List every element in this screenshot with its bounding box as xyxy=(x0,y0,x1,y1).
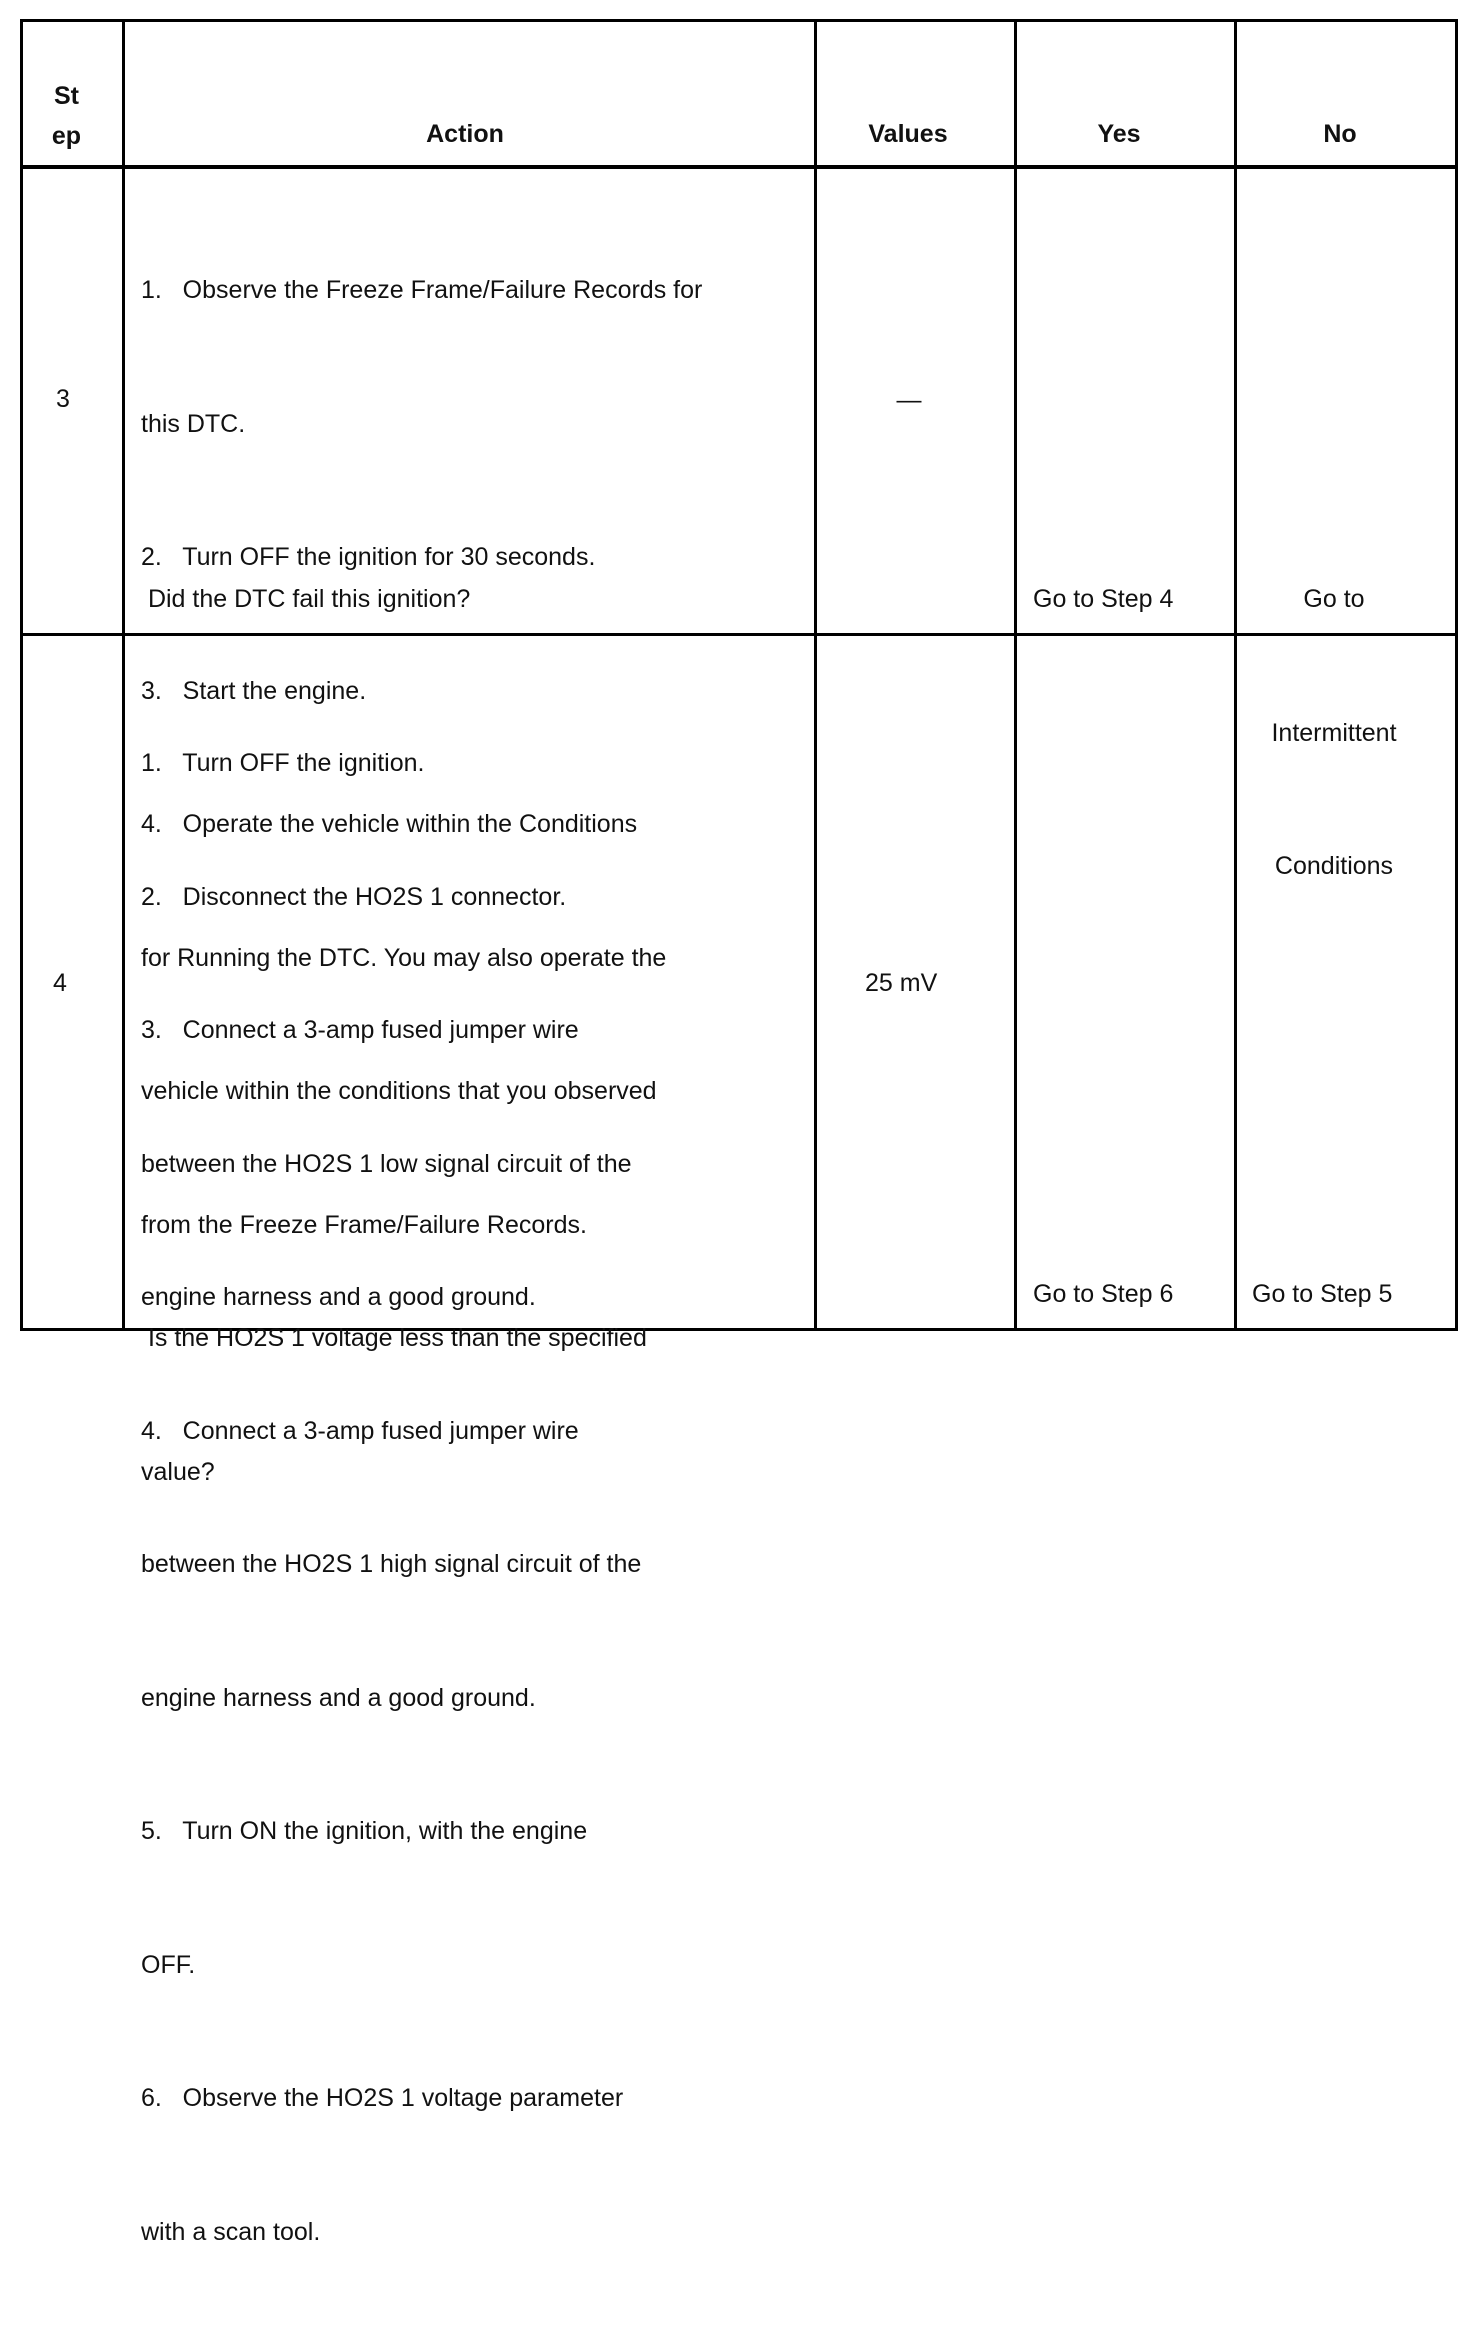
row-3-action-line: vehicle within the conditions that you observed xyxy=(141,1077,657,1105)
col-divider-step xyxy=(122,19,125,1331)
row-3-action-line: 1. Observe the Freeze Frame/Failure Records for xyxy=(141,276,703,304)
row-4-action-line: OFF. xyxy=(141,1950,196,1979)
row-4-action-line: 3. Connect a 3-amp fused jumper wire xyxy=(141,1016,579,1044)
table-left-border xyxy=(20,19,23,1331)
row-4-action-line: 1. Turn OFF the ignition. xyxy=(141,749,425,777)
row-4-action-line: 5. Turn ON the ignition, with the engine xyxy=(141,1817,588,1845)
header-bottom-border xyxy=(20,165,1458,169)
row-3-action-line: for Running the DTC. You may also operate the xyxy=(141,943,667,972)
row-3-action-line: from the Freeze Frame/Failure Records. xyxy=(141,1210,587,1239)
header-values: Values xyxy=(868,120,948,148)
row-4-yes: Go to Step 6 xyxy=(1033,1280,1174,1308)
row-4-action-line: between the HO2S 1 low signal circuit of the xyxy=(141,1149,632,1178)
header-step xyxy=(23,76,110,156)
header-action: Action xyxy=(426,120,504,148)
header-no: No xyxy=(1323,120,1357,148)
table-top-border xyxy=(20,19,1458,22)
row-3-action-line: 3. Start the engine. xyxy=(141,676,367,705)
row-3-no-line: Intermittent xyxy=(1271,718,1397,747)
row-4-action-line: between the HO2S 1 high signal circuit of the xyxy=(141,1550,642,1578)
row-3-step: 3 xyxy=(56,385,70,413)
header-step-line-1: St xyxy=(54,82,79,110)
header-step-line-2: ep xyxy=(51,122,82,150)
row-4-action-line: 4. Connect a 3-amp fused jumper wire xyxy=(141,1416,579,1445)
row-3-no xyxy=(1237,488,1431,978)
table-right-border xyxy=(1455,19,1458,1331)
col-divider-values xyxy=(1014,19,1017,1331)
row-4-action-line: engine harness and a good ground. xyxy=(141,1283,536,1311)
row-3-value: — xyxy=(896,386,922,414)
row-3-action-line: 2. Turn OFF the ignition for 30 seconds. xyxy=(141,543,596,571)
row-4-action-line: with a scan tool. xyxy=(141,2217,321,2246)
row-4-question xyxy=(141,1227,647,1583)
row-4-action-line: 2. Disconnect the HO2S 1 connector. xyxy=(141,882,567,911)
row-3-yes: Go to Step 4 xyxy=(1033,585,1174,613)
row-4-question-line: value? xyxy=(141,1457,215,1486)
row-3-no-line: Conditions xyxy=(1274,852,1394,880)
row-3-question: Did the DTC fail this ignition? xyxy=(141,585,471,613)
row-4-action-line: engine harness and a good ground. xyxy=(141,1683,536,1712)
col-divider-action xyxy=(814,19,817,1331)
row-4-step: 4 xyxy=(53,969,67,997)
header-yes: Yes xyxy=(1097,120,1141,148)
row-3-action-line: 4. Operate the vehicle within the Conditions xyxy=(141,810,638,838)
row-3-action-line: this DTC. xyxy=(141,409,246,438)
row-3-no-line: Go to xyxy=(1303,585,1365,613)
row-4-no: Go to Step 5 xyxy=(1252,1280,1393,1308)
row-4-action-line: 6. Observe the HO2S 1 voltage parameter xyxy=(141,2084,624,2112)
row-4-question-line: Is the HO2S 1 voltage less than the specified xyxy=(141,1324,647,1352)
row-4-value: 25 mV xyxy=(865,969,938,997)
